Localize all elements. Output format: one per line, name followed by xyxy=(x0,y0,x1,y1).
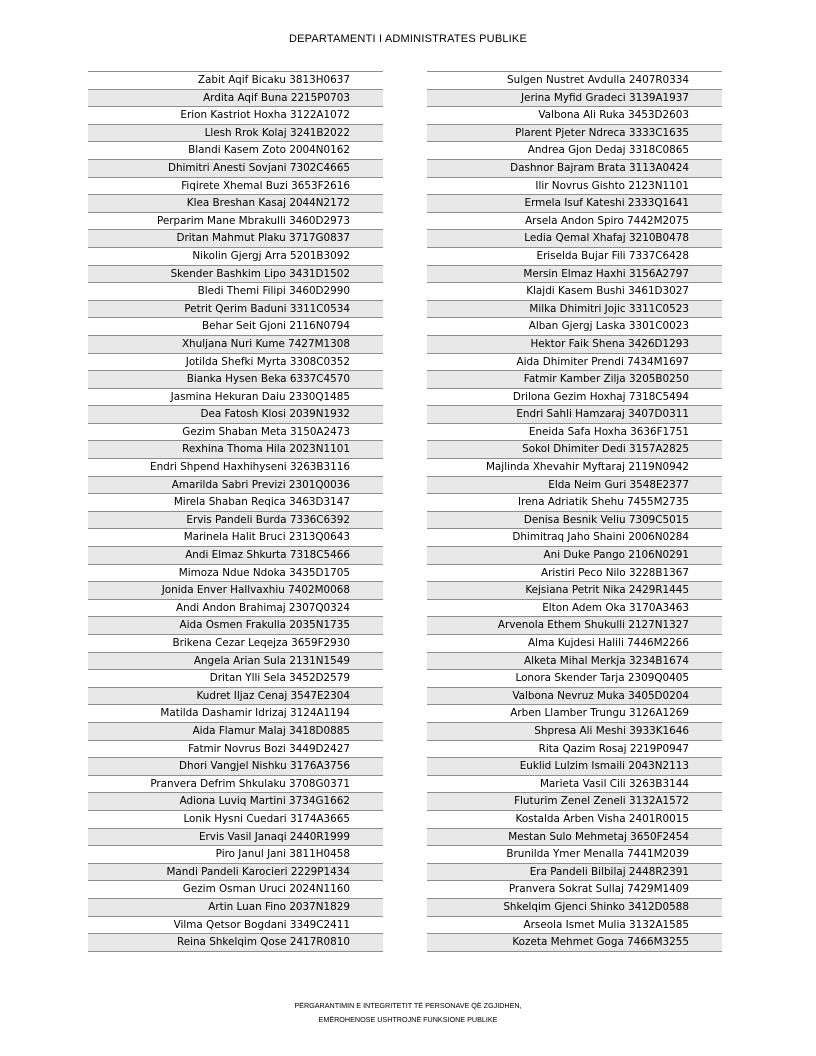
list-item: Fiqirete Xhemal Buzi 3653F2616 xyxy=(88,178,383,196)
list-item: Aida Osmen Frakulla 2035N1735 xyxy=(88,617,383,635)
list-item: Erion Kastriot Hoxha 3122A1072 xyxy=(88,107,383,125)
list-item: Matilda Dashamir Idrizaj 3124A1194 xyxy=(88,705,383,723)
list-item: Brunilda Ymer Menalla 7441M2039 xyxy=(427,846,722,864)
list-item: Denisa Besnik Veliu 7309C5015 xyxy=(427,512,722,530)
list-item: Klea Breshan Kasaj 2044N2172 xyxy=(88,195,383,213)
list-item: Mimoza Ndue Ndoka 3435D1705 xyxy=(88,565,383,583)
list-item: Dritan Mahmut Plaku 3717G0837 xyxy=(88,230,383,248)
list-item: Arseola Ismet Mulia 3132A1585 xyxy=(427,917,722,935)
list-item: Dhimitri Anesti Sovjani 7302C4665 xyxy=(88,160,383,178)
list-item: Vilma Qetsor Bogdani 3349C2411 xyxy=(88,917,383,935)
list-item: Aida Flamur Malaj 3418D0885 xyxy=(88,723,383,741)
list-item: Fluturim Zenel Zeneli 3132A1572 xyxy=(427,793,722,811)
list-item: Adiona Luviq Martini 3734G1662 xyxy=(88,793,383,811)
list-item: Bianka Hysen Beka 6337C4570 xyxy=(88,371,383,389)
list-item: Endri Shpend Haxhihyseni 3263B3116 xyxy=(88,459,383,477)
list-item: Endri Sahli Hamzaraj 3407D0311 xyxy=(427,406,722,424)
list-item: Marieta Vasil Cili 3263B3144 xyxy=(427,776,722,794)
list-item: Dritan Ylli Sela 3452D2579 xyxy=(88,670,383,688)
list-item: Milka Dhimitri Jojic 3311C0523 xyxy=(427,301,722,319)
list-item: Era Pandeli Bilbilaj 2448R2391 xyxy=(427,864,722,882)
list-item: Gezim Shaban Meta 3150A2473 xyxy=(88,424,383,442)
list-item: Andrea Gjon Dedaj 3318C0865 xyxy=(427,142,722,160)
list-item: Reina Shkelqim Qose 2417R0810 xyxy=(88,934,383,952)
list-item: Jerina Myfid Gradeci 3139A1937 xyxy=(427,90,722,108)
list-item: Xhuljana Nuri Kume 7427M1308 xyxy=(88,336,383,354)
list-item: Arsela Andon Spiro 7442M2075 xyxy=(427,213,722,231)
list-item: Lonik Hysni Cuedari 3174A3665 xyxy=(88,811,383,829)
list-item: Behar Seit Gjoni 2116N0794 xyxy=(88,318,383,336)
list-item: Ani Duke Pango 2106N0291 xyxy=(427,547,722,565)
list-item: Mandi Pandeli Karocieri 2229P1434 xyxy=(88,864,383,882)
list-item: Aida Dhimiter Prendi 7434M1697 xyxy=(427,354,722,372)
list-item: Andi Elmaz Shkurta 7318C5466 xyxy=(88,547,383,565)
list-item: Kostalda Arben Visha 2401R0015 xyxy=(427,811,722,829)
list-item: Bledi Themi Filipi 3460D2990 xyxy=(88,283,383,301)
list-item: Fatmir Novrus Bozi 3449D2427 xyxy=(88,741,383,759)
list-item: Klajdi Kasem Bushi 3461D3027 xyxy=(427,283,722,301)
list-item: Dhori Vangjel Nishku 3176A3756 xyxy=(88,758,383,776)
list-item: Drilona Gezim Hoxhaj 7318C5494 xyxy=(427,389,722,407)
list-item: Rexhina Thoma Hila 2023N1101 xyxy=(88,441,383,459)
list-item: Irena Adriatik Shehu 7455M2735 xyxy=(427,494,722,512)
list-item: Andi Andon Brahimaj 2307Q0324 xyxy=(88,600,383,618)
list-item: Alma Kujdesi Halili 7446M2266 xyxy=(427,635,722,653)
list-item: Eriselda Bujar Fili 7337C6428 xyxy=(427,248,722,266)
list-item: Ilir Novrus Gishto 2123N1101 xyxy=(427,178,722,196)
list-item: Blandi Kasem Zoto 2004N0162 xyxy=(88,142,383,160)
list-item: Valbona Ali Ruka 3453D2603 xyxy=(427,107,722,125)
list-item: Alketa Mihal Merkja 3234B1674 xyxy=(427,653,722,671)
left-name-list xyxy=(88,71,383,952)
footer-line-1: PËRGARANTIMIN E INTEGRITETIT TË PERSONAVE QË ZGJIDHEN, xyxy=(294,1001,522,1010)
list-item: Ermela Isuf Kateshi 2333Q1641 xyxy=(427,195,722,213)
list-item: Nikolin Gjergj Arra 5201B3092 xyxy=(88,248,383,266)
list-item: Zabit Aqif Bicaku 3813H0637 xyxy=(88,72,383,90)
list-item: Shkelqim Gjenci Shinko 3412D0588 xyxy=(427,899,722,917)
list-item: Marinela Halit Bruci 2313Q0643 xyxy=(88,529,383,547)
page-title: DEPARTAMENTI I ADMINISTRATES PUBLIKE xyxy=(288,33,528,45)
list-item: Eneida Safa Hoxha 3636F1751 xyxy=(427,424,722,442)
list-item: Sokol Dhimiter Dedi 3157A2825 xyxy=(427,441,722,459)
list-item: Rita Qazim Rosaj 2219P0947 xyxy=(427,741,722,759)
list-item: Arvenola Ethem Shukulli 2127N1327 xyxy=(427,617,722,635)
list-item: Shpresa Ali Meshi 3933K1646 xyxy=(427,723,722,741)
list-item: Brikena Cezar Leqejza 3659F2930 xyxy=(88,635,383,653)
list-item: Dhimitraq Jaho Shaini 2006N0284 xyxy=(427,529,722,547)
list-item: Kozeta Mehmet Goga 7466M3255 xyxy=(427,934,722,952)
list-item: Dashnor Bajram Brata 3113A0424 xyxy=(427,160,722,178)
list-item: Lonora Skender Tarja 2309Q0405 xyxy=(427,670,722,688)
list-item: Petrit Qerim Baduni 3311C0534 xyxy=(88,301,383,319)
list-item: Ledia Qemal Xhafaj 3210B0478 xyxy=(427,230,722,248)
footer-line-2: EMËROHENOSE USHTROJNË FUNKSIONE PUBLIKE xyxy=(318,1015,498,1024)
list-item: Arben Llamber Trungu 3126A1269 xyxy=(427,705,722,723)
list-item: Artin Luan Fino 2037N1829 xyxy=(88,899,383,917)
list-item: Hektor Faik Shena 3426D1293 xyxy=(427,336,722,354)
list-item: Majlinda Xhevahir Myftaraj 2119N0942 xyxy=(427,459,722,477)
list-item: Jasmina Hekuran Daiu 2330Q1485 xyxy=(88,389,383,407)
list-item: Ardita Aqif Buna 2215P0703 xyxy=(88,90,383,108)
list-item: Jonida Enver Hallvaxhiu 7402M0068 xyxy=(88,582,383,600)
list-item: Kejsiana Petrit Nika 2429R1445 xyxy=(427,582,722,600)
list-item: Pranvera Sokrat Sullaj 7429M1409 xyxy=(427,881,722,899)
list-item: Piro Janul Jani 3811H0458 xyxy=(88,846,383,864)
list-item: Mestan Sulo Mehmetaj 3650F2454 xyxy=(427,829,722,847)
list-item: Mirela Shaban Reqica 3463D3147 xyxy=(88,494,383,512)
list-item: Ervis Pandeli Burda 7336C6392 xyxy=(88,512,383,530)
list-item: Gezim Osman Uruci 2024N1160 xyxy=(88,881,383,899)
list-item: Fatmir Kamber Zilja 3205B0250 xyxy=(427,371,722,389)
list-item: Mersin Elmaz Haxhi 3156A2797 xyxy=(427,266,722,284)
list-item: Ervis Vasil Janaqi 2440R1999 xyxy=(88,829,383,847)
list-item: Plarent Pjeter Ndreca 3333C1635 xyxy=(427,125,722,143)
list-item: Llesh Rrok Kolaj 3241B2022 xyxy=(88,125,383,143)
list-item: Elton Adem Oka 3170A3463 xyxy=(427,600,722,618)
list-item: Pranvera Defrim Shkulaku 3708G0371 xyxy=(88,776,383,794)
list-item: Aristiri Peco Nilo 3228B1367 xyxy=(427,565,722,583)
list-item: Skender Bashkim Lipo 3431D1502 xyxy=(88,266,383,284)
right-name-list xyxy=(427,71,722,952)
list-item: Valbona Nevruz Muka 3405D0204 xyxy=(427,688,722,706)
list-item: Euklid Lulzim Ismaili 2043N2113 xyxy=(427,758,722,776)
list-item: Angela Arian Sula 2131N1549 xyxy=(88,653,383,671)
list-item: Jotilda Shefki Myrta 3308C0352 xyxy=(88,354,383,372)
footer xyxy=(0,999,816,1027)
list-item: Sulgen Nustret Avdulla 2407R0334 xyxy=(427,72,722,90)
list-item: Perparim Mane Mbrakulli 3460D2973 xyxy=(88,213,383,231)
list-item: Alban Gjergj Laska 3301C0023 xyxy=(427,318,722,336)
list-item: Dea Fatosh Klosi 2039N1932 xyxy=(88,406,383,424)
list-item: Kudret Iljaz Cenaj 3547E2304 xyxy=(88,688,383,706)
list-item: Elda Neim Guri 3548E2377 xyxy=(427,477,722,495)
list-item: Amarilda Sabri Previzi 2301Q0036 xyxy=(88,477,383,495)
